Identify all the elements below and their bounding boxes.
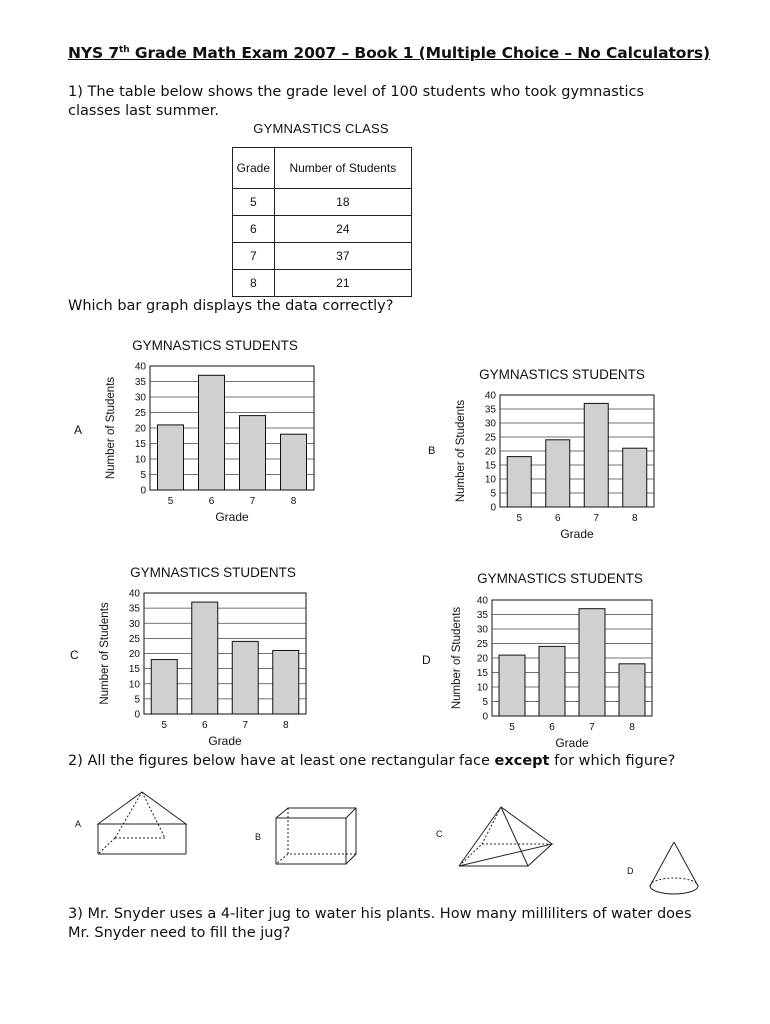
y-tick-label: 40 (484, 390, 496, 402)
cell-grade: 8 (233, 270, 275, 297)
cell-count: 37 (274, 243, 411, 270)
cell-count: 24 (274, 216, 411, 243)
chart-title: GYMNASTICS STUDENTS (477, 571, 643, 586)
y-tick-label: 35 (134, 377, 146, 388)
y-tick-label: 10 (134, 454, 146, 466)
y-axis-label: Number of Students (451, 606, 463, 710)
option-letter: D (627, 866, 634, 876)
gymnastics-table (232, 147, 412, 297)
y-axis-label: Number of Students (455, 399, 467, 503)
x-tick-label: 5 (516, 513, 523, 524)
y-tick-label: 0 (140, 485, 146, 497)
y-tick-label: 15 (134, 439, 146, 450)
x-tick-label: 8 (282, 720, 289, 731)
table-title: GYMNASTICS CLASS (253, 121, 389, 136)
y-tick-label: 15 (128, 664, 140, 676)
option-letter: D (422, 653, 431, 667)
y-tick-label: 30 (484, 418, 496, 430)
y-tick-label: 35 (128, 603, 140, 615)
y-tick-label: 5 (140, 470, 146, 481)
bar (158, 425, 184, 490)
y-tick-label: 5 (482, 697, 488, 708)
y-tick-label: 20 (134, 423, 146, 435)
cell-count: 21 (274, 270, 411, 297)
question-2-text-part: for which figure? (549, 753, 676, 769)
question-2-text-part: 2) All the figures below have at least one rectangular face (68, 753, 495, 769)
chart-svg (450, 570, 670, 755)
table-row (233, 270, 412, 297)
x-axis-label: Grade (208, 734, 242, 748)
cell-count: 18 (274, 189, 411, 216)
triangular-prism-icon (95, 788, 195, 858)
y-tick-label: 25 (134, 408, 146, 419)
table-header-row (233, 148, 412, 189)
y-tick-label: 5 (134, 694, 140, 706)
y-tick-label: 20 (128, 649, 140, 660)
title-part: Grade Math Exam 2007 – Book 1 (Multiple Choice – No Calculators) (129, 44, 710, 62)
y-tick-label: 30 (128, 618, 140, 630)
x-tick-label: 7 (242, 720, 249, 731)
cell-grade: 7 (233, 243, 275, 270)
question-3-text: 3) Mr. Snyder uses a 4-liter jug to water his plants. How many milliliters of water does Mr. Snyder need to fill the jug? (68, 906, 692, 941)
x-tick-label: 5 (161, 720, 168, 731)
title-superscript: th (119, 44, 130, 55)
y-tick-label: 40 (134, 361, 146, 373)
bar-chart-option-c (98, 562, 328, 752)
chart-svg (452, 364, 672, 544)
y-tick-label: 35 (476, 610, 488, 621)
cell-grade: 6 (233, 216, 275, 243)
y-tick-label: 0 (482, 711, 488, 723)
bar (546, 440, 570, 507)
y-tick-label: 15 (476, 668, 488, 679)
x-tick-label: 5 (509, 722, 515, 733)
x-tick-label: 6 (201, 720, 208, 731)
cone-icon (648, 840, 700, 898)
question-2-text (68, 752, 675, 771)
chart-title: GYMNASTICS STUDENTS (130, 565, 296, 580)
page-title (68, 44, 710, 62)
rectangular-prism-icon (274, 806, 364, 868)
bar (619, 664, 645, 716)
y-tick-label: 40 (476, 595, 488, 607)
question-2-emphasis: except (494, 753, 550, 769)
y-tick-label: 25 (476, 639, 488, 650)
chart-title: GYMNASTICS STUDENTS (132, 338, 298, 353)
y-tick-label: 35 (484, 404, 496, 416)
bar (232, 641, 258, 714)
x-tick-label: 5 (167, 496, 174, 507)
x-tick-label: 7 (249, 496, 256, 507)
option-letter: A (74, 423, 83, 437)
option-letter: C (70, 648, 79, 662)
x-tick-label: 8 (631, 513, 638, 524)
option-letter: A (75, 819, 82, 829)
x-tick-label: 7 (593, 513, 600, 524)
y-tick-label: 10 (476, 682, 488, 694)
bar (240, 416, 266, 490)
bar (281, 434, 307, 490)
option-letter: B (428, 445, 436, 457)
table-row (233, 243, 412, 270)
y-tick-label: 5 (490, 488, 496, 500)
x-tick-label: 8 (290, 496, 297, 507)
y-tick-label: 25 (484, 432, 496, 444)
option-letter: B (255, 832, 262, 842)
y-tick-label: 20 (476, 653, 488, 665)
y-tick-label: 0 (490, 502, 496, 514)
chart-svg (98, 562, 328, 752)
y-axis-label: Number of Students (99, 602, 111, 705)
bar-chart-option-d (450, 570, 670, 755)
y-tick-label: 15 (484, 460, 496, 472)
bar (584, 403, 608, 507)
bar (623, 448, 647, 507)
x-tick-label: 6 (208, 496, 215, 507)
bar (499, 655, 525, 716)
y-axis-label: Number of Students (105, 376, 117, 480)
y-tick-label: 25 (128, 633, 140, 645)
y-tick-label: 30 (476, 624, 488, 636)
y-tick-label: 30 (134, 392, 146, 404)
x-axis-label: Grade (560, 527, 594, 541)
y-tick-label: 10 (484, 474, 496, 486)
table-row (233, 189, 412, 216)
x-tick-label: 6 (554, 513, 561, 524)
bar (192, 602, 218, 714)
bar (539, 646, 565, 716)
bar-chart-option-a (100, 336, 330, 526)
chart-title: GYMNASTICS STUDENTS (479, 367, 645, 382)
x-axis-label: Grade (215, 510, 249, 524)
y-tick-label: 20 (484, 446, 496, 458)
bar (507, 457, 531, 507)
x-tick-label: 7 (589, 722, 595, 733)
question-1-text: 1) The table below shows the grade level of 100 students who took gymnastics classes last summer. (68, 84, 645, 119)
chart-svg (100, 336, 330, 526)
x-tick-label: 6 (549, 722, 555, 733)
title-part: NYS 7 (68, 44, 120, 62)
column-header-grade: Grade (233, 148, 275, 189)
y-tick-label: 40 (128, 588, 140, 600)
bar (579, 609, 605, 716)
x-axis-label: Grade (555, 736, 589, 750)
cell-grade: 5 (233, 189, 275, 216)
y-tick-label: 10 (128, 679, 140, 691)
bar (151, 660, 177, 714)
x-tick-label: 8 (629, 722, 635, 733)
bar-chart-option-b (452, 364, 672, 544)
option-letter: C (436, 829, 443, 839)
y-tick-label: 0 (134, 709, 140, 721)
column-header-count: Number of Students (274, 148, 411, 189)
question-1-prompt: Which bar graph displays the data correctly? (68, 298, 394, 314)
bar (199, 375, 225, 490)
table-row (233, 216, 412, 243)
square-pyramid-icon (456, 804, 556, 870)
bar (273, 650, 299, 714)
